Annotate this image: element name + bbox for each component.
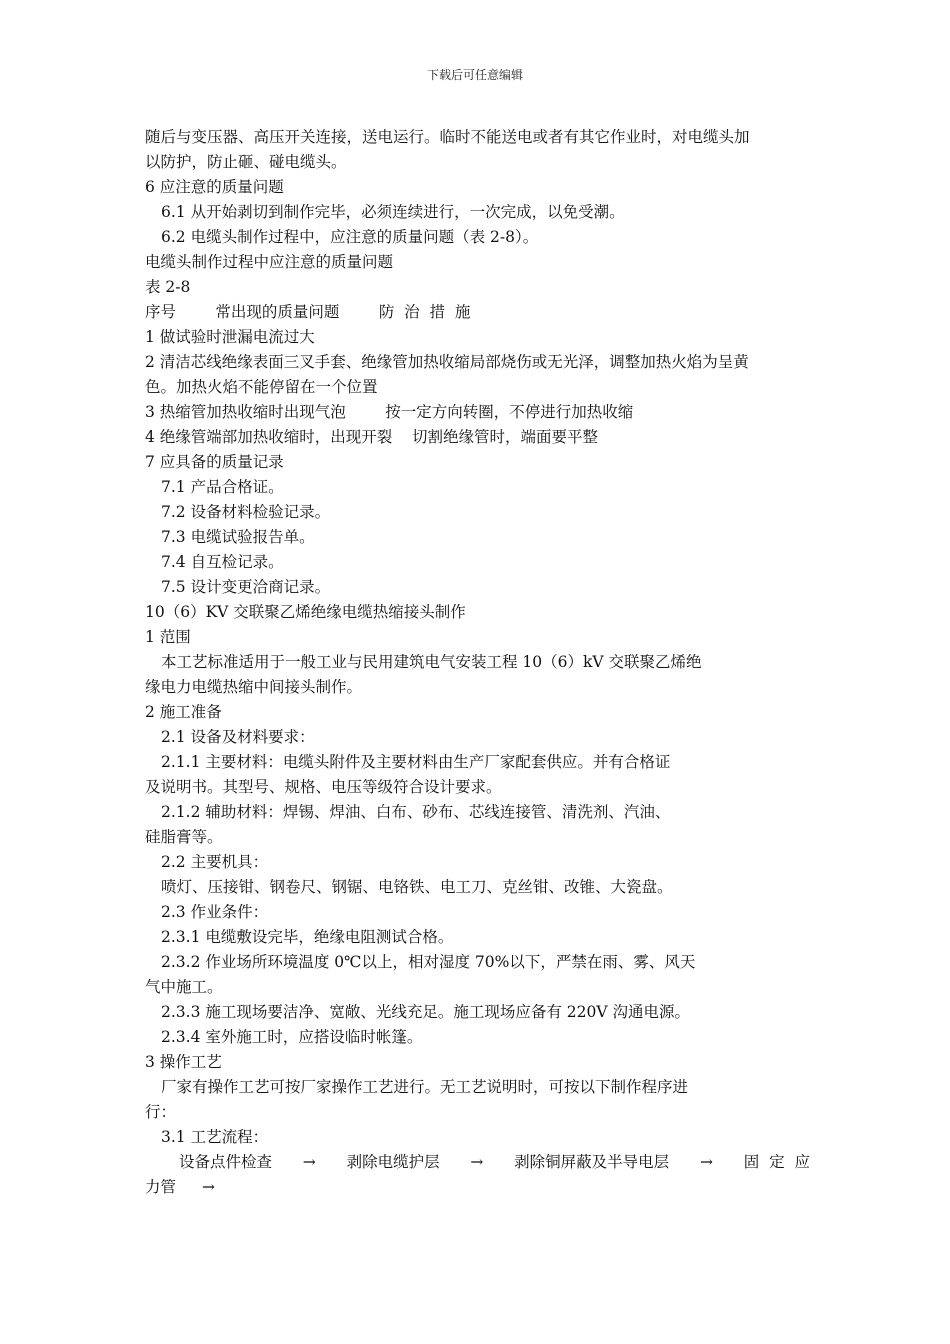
paragraph-line: 随后与变压器、高压开关连接，送电运行。临时不能送电或者有其它作业时，对电缆头加 [145, 128, 750, 146]
section-heading: 7 应具备的质量记录 [145, 453, 284, 471]
flow-step: 剥除铜屏蔽及半导电层 [514, 1153, 670, 1171]
section-heading: 1 范围 [145, 628, 191, 646]
paragraph-line: 行： [145, 1103, 177, 1121]
paragraph-line: 气中施工。 [145, 978, 223, 996]
flow-step: 力管 [145, 1178, 177, 1196]
flow-step: 设备点件检查 [179, 1153, 273, 1171]
list-item: 7.3 电缆试验报告单。 [161, 528, 315, 546]
section-heading: 2 施工准备 [145, 703, 222, 721]
section-heading: 6 应注意的质量问题 [145, 178, 284, 196]
subsection-heading: 3.1 工艺流程： [161, 1128, 269, 1146]
list-item: 7.2 设备材料检验记录。 [161, 503, 331, 521]
paragraph-line: 2.3.2 作业场所环境温度 0℃以上，相对湿度 70%以下，严禁在雨、雾、风天 [161, 953, 696, 971]
list-item: 7.1 产品合格证。 [161, 478, 284, 496]
table-row: 4 绝缘管端部加热收缩时，出现开裂 切割绝缘管时，端面要平整 [145, 428, 598, 446]
page-header: 下载后可任意编辑 [426, 68, 523, 82]
arrow-right-icon: → [202, 1178, 216, 1196]
table-row: 2 清洁芯线绝缘表面三叉手套、绝缘管加热收缩局部烧伤或无光泽，调整加热火焰为呈黄 [145, 353, 749, 371]
paragraph-line: 2.3.3 施工现场要洁净、宽敞、光线充足。施工现场应备有 220V 沟通电源。 [161, 1003, 691, 1021]
flow-step: 固 定 应 [743, 1153, 810, 1171]
arrow-right-icon: → [302, 1153, 316, 1171]
table-caption: 电缆头制作过程中应注意的质量问题 [145, 253, 394, 271]
paragraph-line: 2.3.4 室外施工时，应搭设临时帐篷。 [161, 1028, 423, 1046]
paragraph-line: 及说明书。其型号、规格、电压等级符合设计要求。 [145, 778, 502, 796]
paragraph-line: 6.1 从开始剥切到制作完毕，必须连续进行，一次完成，以免受潮。 [161, 203, 625, 221]
arrow-right-icon: → [470, 1153, 484, 1171]
paragraph-line: 本工艺标准适用于一般工业与民用建筑电气安装工程 10（6）kV 交联聚乙烯绝 [161, 653, 702, 671]
arrow-right-icon: → [699, 1153, 713, 1171]
flow-step: 剥除电缆护层 [346, 1153, 440, 1171]
list-item: 7.4 自互检记录。 [161, 553, 284, 571]
paragraph-line: 以防护，防止砸、碰电缆头。 [145, 153, 347, 171]
paragraph-line: 2.3.1 电缆敷设完毕，绝缘电阻测试合格。 [161, 928, 454, 946]
table-row: 3 热缩管加热收缩时出现气泡 按一定方向转圈，不停进行加热收缩 [145, 403, 634, 421]
section-heading: 3 操作工艺 [145, 1053, 222, 1071]
paragraph-line: 6.2 电缆头制作过程中，应注意的质量问题（表 2-8）。 [161, 228, 539, 246]
paragraph-line: 喷灯、压接钳、钢卷尺、钢锯、电铬铁、电工刀、克丝钳、改锥、大瓷盘。 [161, 878, 673, 896]
paragraph-line: 缘电力电缆热缩中间接头制作。 [145, 678, 363, 696]
document-title: 10（6）KV 交联聚乙烯绝缘电缆热缩接头制作 [145, 603, 466, 621]
document-body [145, 125, 810, 1200]
table-header-row: 序号 常出现的质量问题 防 治 措 施 [145, 303, 471, 321]
subsection-heading: 2.3 作业条件： [161, 903, 269, 921]
subsection-heading: 2.1 设备及材料要求： [161, 728, 315, 746]
paragraph-line: 2.1.2 辅助材料：焊锡、焊油、白布、砂布、芯线连接管、清洗剂、汽油、 [161, 803, 671, 821]
paragraph-line: 2.1.1 主要材料：电缆头附件及主要材料由生产厂家配套供应。并有合格证 [161, 753, 671, 771]
table-number: 表 2-8 [145, 278, 191, 296]
table-row-continued: 色。加热火焰不能停留在一个位置 [145, 378, 378, 396]
process-flow-line [145, 1150, 810, 1175]
process-flow-line [145, 1175, 810, 1200]
paragraph-line: 硅脂膏等。 [145, 828, 223, 846]
table-row: 1 做试验时泄漏电流过大 [145, 328, 315, 346]
subsection-heading: 2.2 主要机具： [161, 853, 269, 871]
list-item: 7.5 设计变更洽商记录。 [161, 578, 331, 596]
paragraph-line: 厂家有操作工艺可按厂家操作工艺进行。无工艺说明时，可按以下制作程序进 [161, 1078, 689, 1096]
